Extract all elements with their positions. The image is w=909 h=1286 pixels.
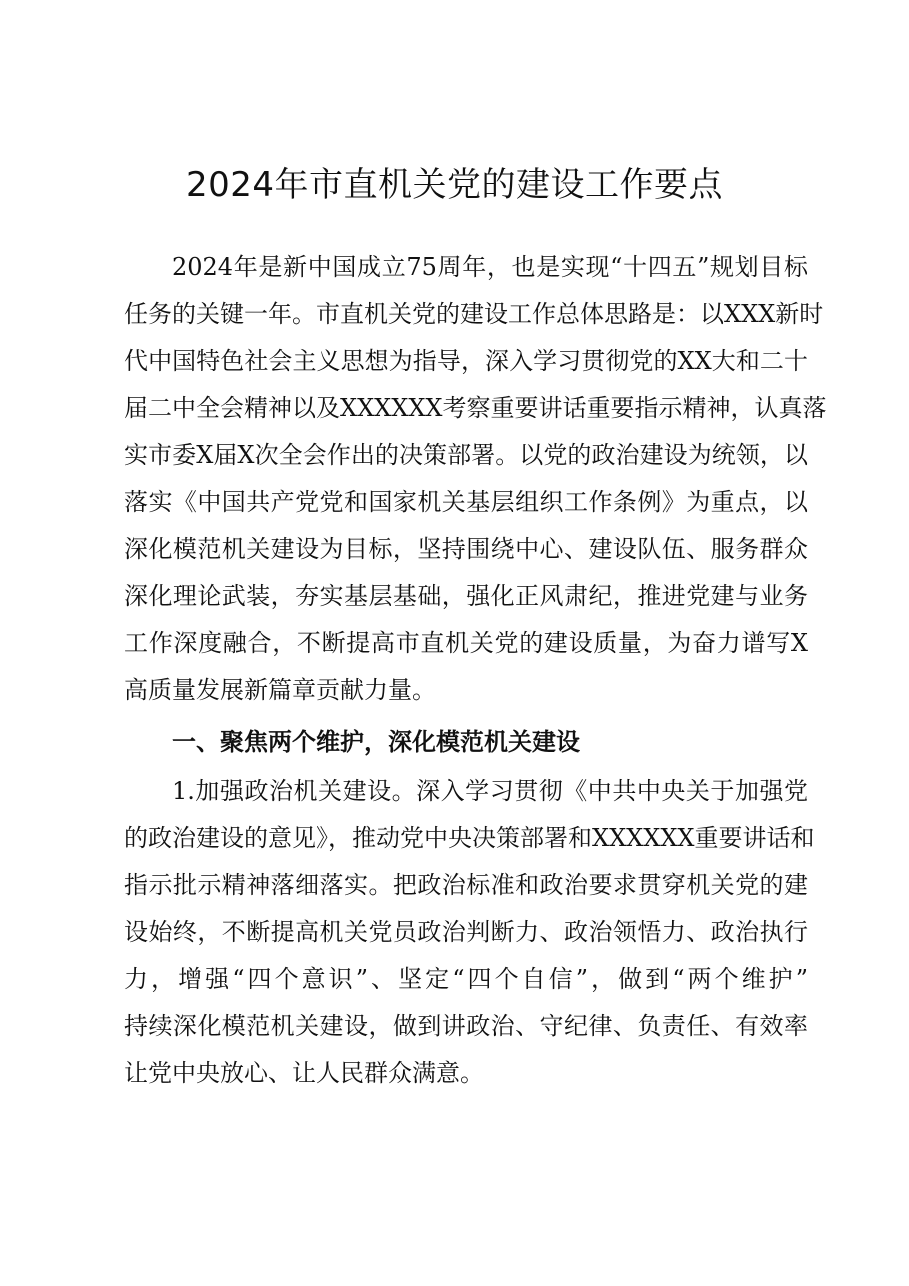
paragraph-intro [124, 244, 827, 714]
text-line: 高质量发展新篇章贡献力量。 [124, 676, 436, 704]
text-line: 代中国特色社会主义思想为指导，深入学习贯彻党的XX大和二十 [124, 347, 808, 375]
text-line: 届二中全会精神以及XXXXXX考察重要讲话重要指示精神，认真落 [124, 394, 827, 422]
paragraph-item-1 [124, 768, 815, 1097]
document-title: 2024年市直机关党的建设工作要点 [185, 165, 724, 205]
text-line: 1.加强政治机关建设。深入学习贯彻《中共中央关于加强党 [172, 777, 808, 805]
text-line: 任务的关键一年。市直机关党的建设工作总体思路是：以XXX新时 [124, 300, 824, 328]
text-line: 力，增强“四个意识”、坚定“四个自信”，做到“两个维护” [124, 965, 808, 993]
text-line: 设始终，不断提高机关党员政治判断力、政治领悟力、政治执行 [124, 918, 808, 946]
section-heading: 一、聚焦两个维护，深化模范机关建设 [172, 728, 580, 756]
text-line: 指示批示精神落细落实。把政治标准和政治要求贯穿机关党的建 [124, 871, 808, 899]
text-line: 深化模范机关建设为目标，坚持围绕中心、建设队伍、服务群众 [124, 535, 808, 563]
text-line: 工作深度融合，不断提高市直机关党的建设质量，为奋力谱写X [124, 629, 808, 657]
text-line: 实市委X届X次全会作出的决策部署。以党的政治建设为统领，以 [124, 441, 808, 469]
text-line: 让党中央放心、让人民群众满意。 [124, 1059, 484, 1087]
text-line: 的政治建设的意见》，推动党中央决策部署和XXXXXX重要讲话和 [124, 824, 815, 852]
text-line: 2024年是新中国成立75周年，也是实现“十四五”规划目标 [172, 253, 808, 281]
text-line: 持续深化模范机关建设，做到讲政治、守纪律、负责任、有效率 [124, 1012, 808, 1040]
text-line: 深化理论武装，夯实基层基础，强化正风肃纪，推进党建与业务 [124, 582, 808, 610]
text-line: 落实《中国共产党党和国家机关基层组织工作条例》为重点，以 [124, 488, 808, 516]
